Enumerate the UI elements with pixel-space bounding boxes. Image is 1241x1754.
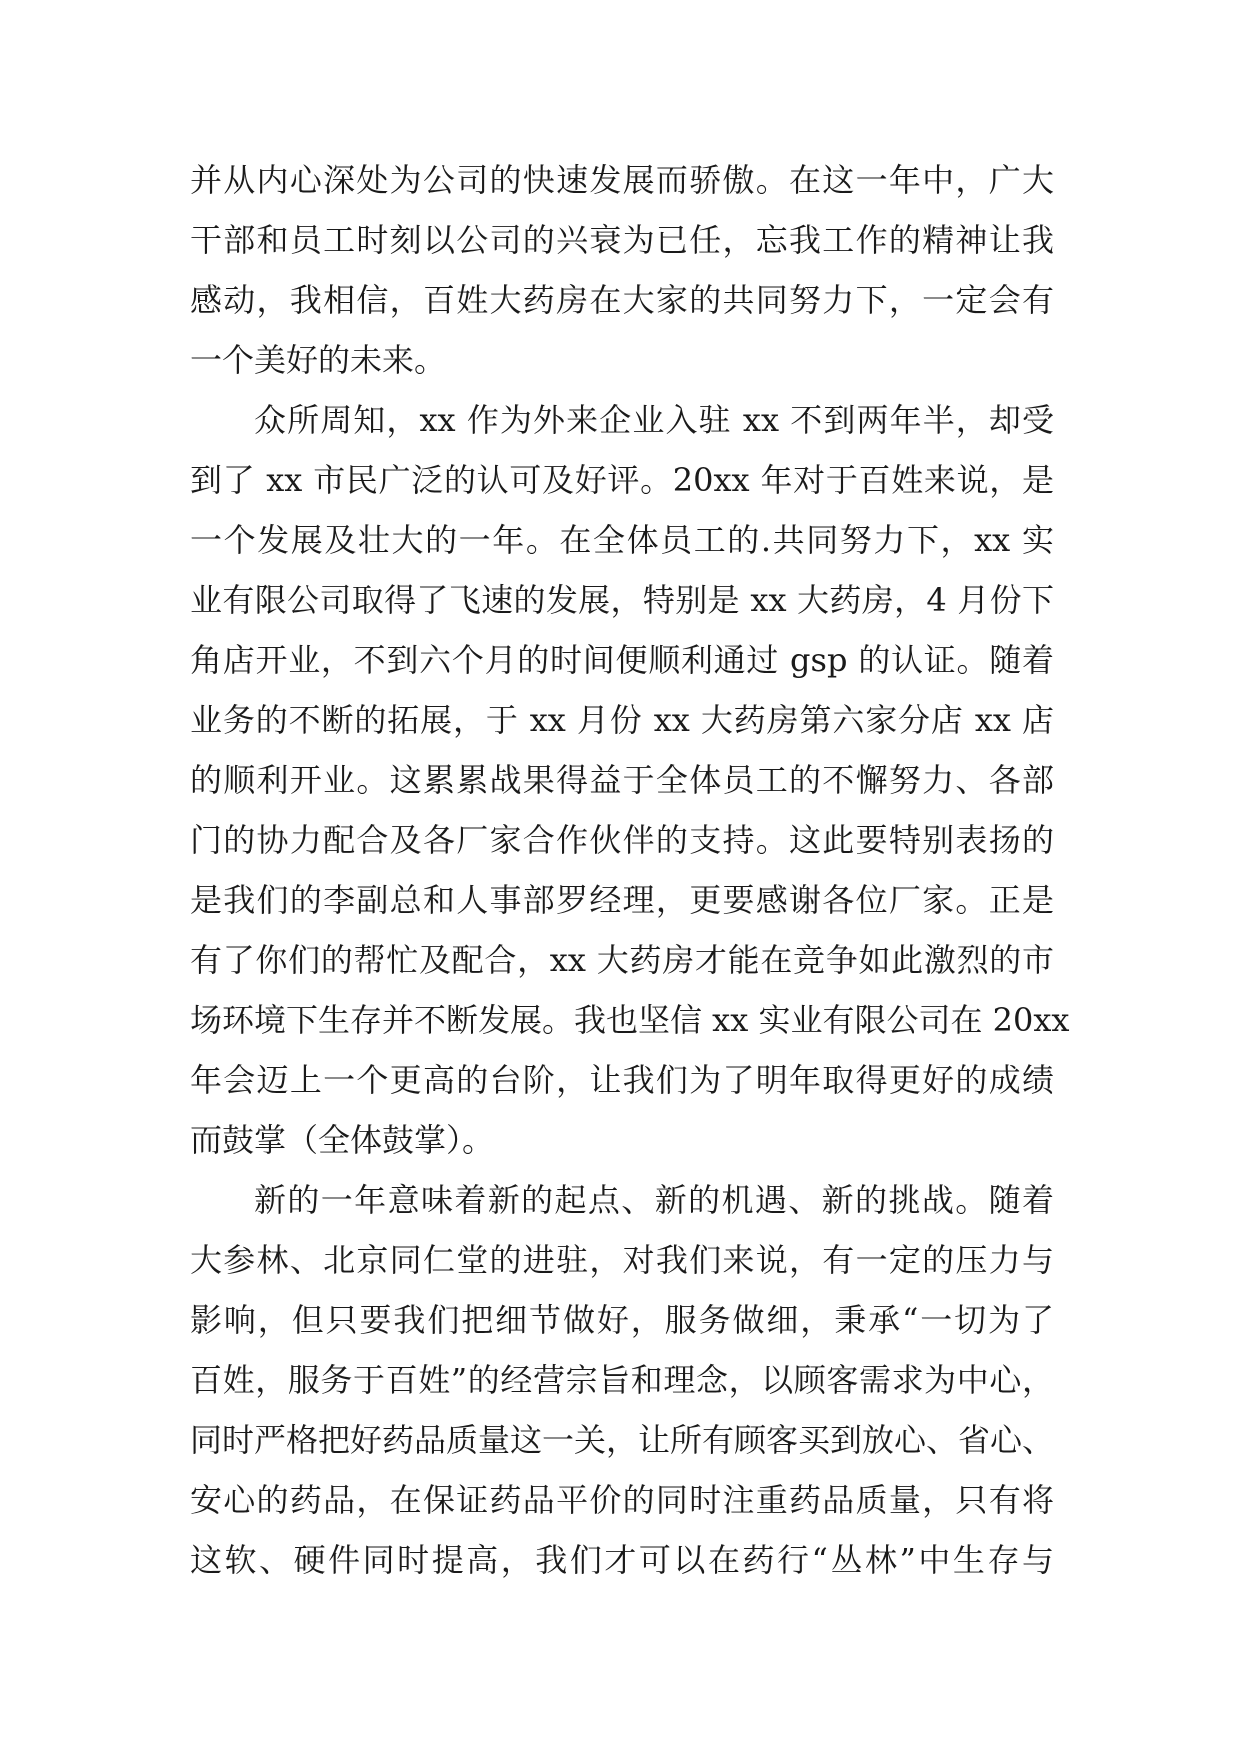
paragraph-line: 角店开业，不到六个月的时间便顺利通过 gsp 的认证。随着: [190, 641, 1054, 679]
paragraph-line: 业有限公司取得了飞速的发展，特别是 xx 大药房，4 月份下: [190, 581, 1054, 619]
document-body: [190, 150, 1070, 1590]
paragraph-line: 安心的药品，在保证药品平价的同时注重药品质量，只有将: [190, 1481, 1054, 1519]
paragraph-line: 的顺利开业。这累累战果得益于全体员工的不懈努力、各部: [190, 761, 1054, 799]
paragraph-line: 到了 xx 市民广泛的认可及好评。20xx 年对于百姓来说，是: [190, 461, 1054, 499]
paragraph-line: 影响，但只要我们把细节做好，服务做细，秉承“一切为了: [190, 1301, 1054, 1339]
paragraph-line: 业务的不断的拓展，于 xx 月份 xx 大药房第六家分店 xx 店: [190, 701, 1054, 739]
paragraph-line: 一个发展及壮大的一年。在全体员工的.共同努力下，xx 实: [190, 521, 1054, 559]
paragraph-line: 并从内心深处为公司的快速发展而骄傲。在这一年中，广大: [190, 161, 1054, 199]
paragraph-line: 门的协力配合及各厂家合作伙伴的支持。这此要特别表扬的: [190, 821, 1054, 859]
paragraph-line: 场环境下生存并不断发展。我也坚信 xx 实业有限公司在 20xx: [190, 1001, 1070, 1039]
paragraph-line: 大参林、北京同仁堂的进驻，对我们来说，有一定的压力与: [190, 1241, 1054, 1279]
paragraph-line: 干部和员工时刻以公司的兴衰为已任，忘我工作的精神让我: [190, 221, 1054, 259]
paragraph-line: 年会迈上一个更高的台阶，让我们为了明年取得更好的成绩: [190, 1061, 1054, 1099]
paragraph-line: 有了你们的帮忙及配合，xx 大药房才能在竞争如此激烈的市: [190, 941, 1054, 979]
paragraph-line: 新的一年意味着新的起点、新的机遇、新的挑战。随着: [254, 1181, 1054, 1219]
paragraph-line: 是我们的李副总和人事部罗经理，更要感谢各位厂家。正是: [190, 881, 1054, 919]
paragraph-line: 同时严格把好药品质量这一关，让所有顾客买到放心、省心、: [190, 1421, 1055, 1459]
paragraph-line: 这软、硬件同时提高，我们才可以在药行“丛林”中生存与: [190, 1541, 1054, 1579]
paragraph-line: 而鼓掌（全体鼓掌）。: [190, 1121, 495, 1159]
paragraph-line: 百姓，服务于百姓”的经营宗旨和理念，以顾客需求为中心，: [190, 1361, 1054, 1399]
paragraph-line: 感动，我相信，百姓大药房在大家的共同努力下，一定会有: [190, 281, 1054, 319]
paragraph-line: 一个美好的未来。: [190, 341, 447, 379]
paragraph-line: 众所周知，xx 作为外来企业入驻 xx 不到两年半，却受: [254, 401, 1054, 439]
